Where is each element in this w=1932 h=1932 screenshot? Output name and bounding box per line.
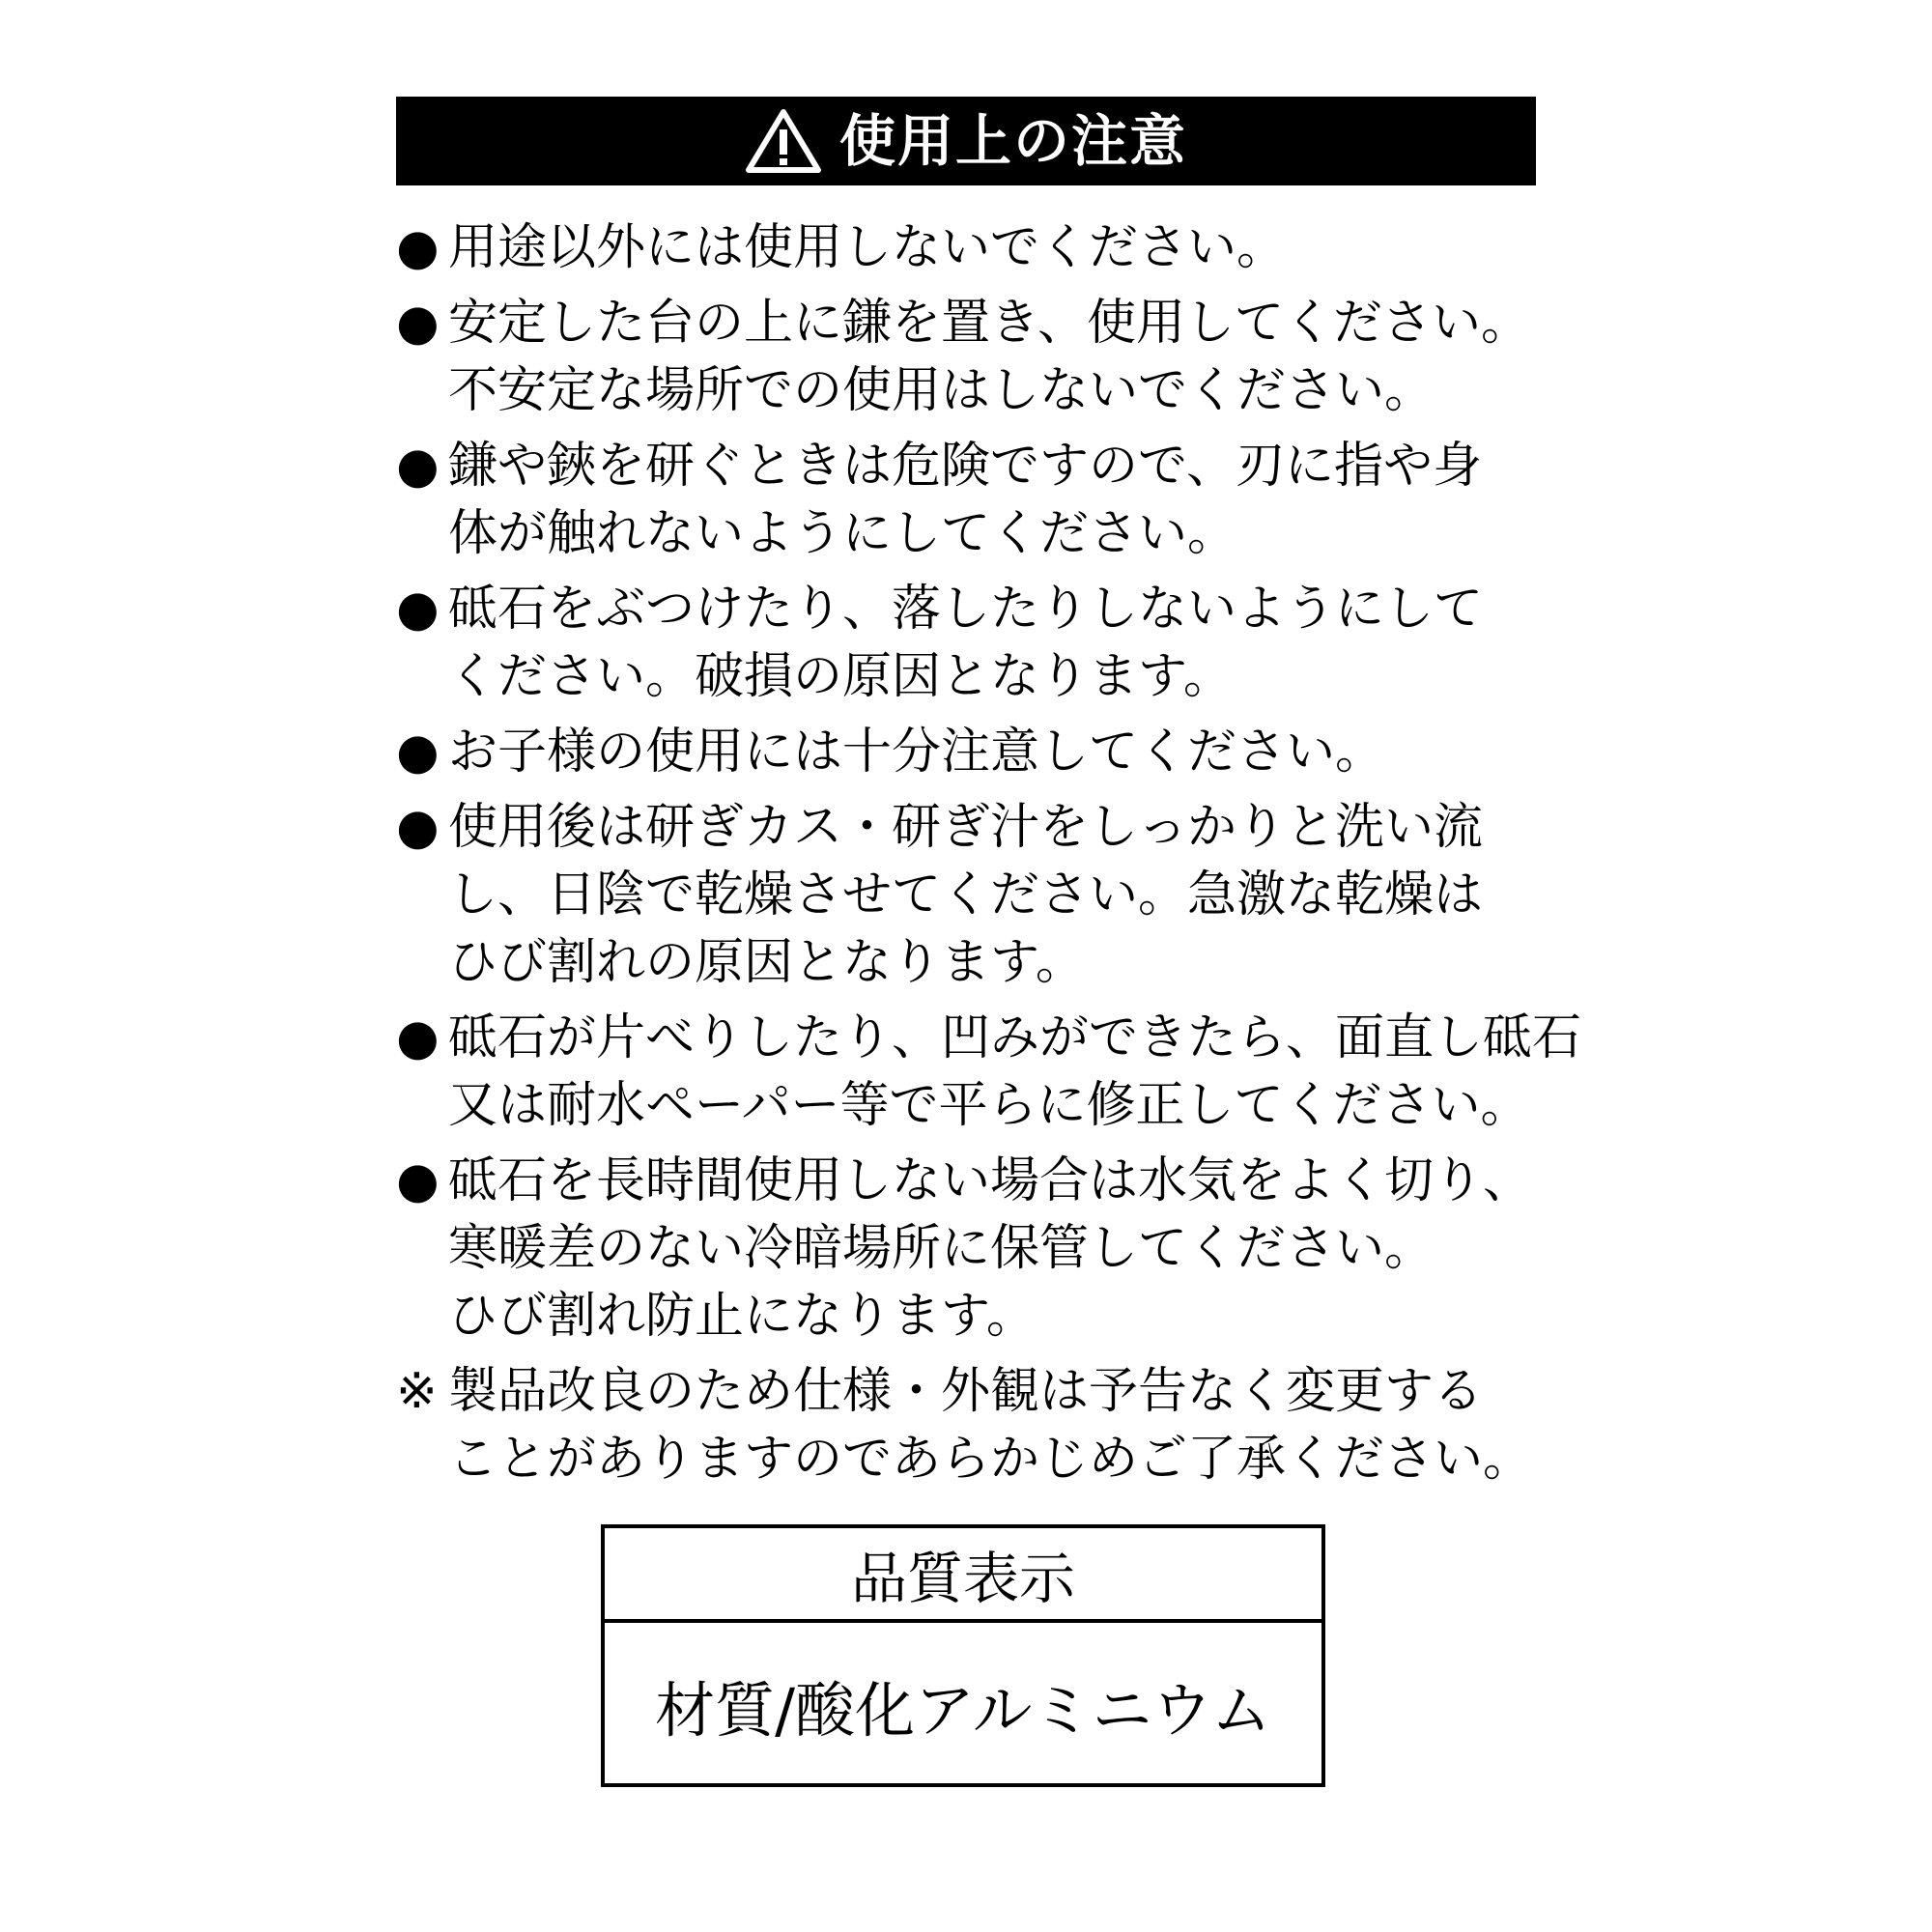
- bullet-marker: ●: [396, 1152, 440, 1209]
- caution-list: [396, 214, 1582, 1501]
- caution-text: ひび割れ防止になります。: [448, 1288, 1036, 1345]
- disclaimer-item: [396, 1358, 1546, 1493]
- caution-item: [396, 290, 1546, 425]
- caution-header: [396, 97, 1536, 185]
- disclaimer-text: ことがありますのであらかじめご了承ください。: [448, 1431, 1533, 1488]
- quality-heading: 品質表示: [605, 1528, 1321, 1623]
- page-title: 使用上の注意: [838, 108, 1187, 174]
- caution-item: [396, 433, 1546, 568]
- bullet-marker: ●: [396, 438, 440, 495]
- caution-item: [396, 576, 1546, 711]
- caution-text: 砥石をぶつけたり、落したりしないようにして: [448, 581, 1484, 638]
- caution-text: 砥石が片べりしたり、凹みができたら、面直し砥石: [448, 1009, 1582, 1066]
- caution-text: お子様の使用には十分注意してください。: [448, 724, 1385, 781]
- caution-item: [396, 1148, 1546, 1350]
- caution-text: し、日陰で乾燥させてください。急激な乾燥は: [448, 867, 1484, 923]
- warning-triangle-icon: [745, 108, 822, 174]
- caution-item: [396, 214, 1546, 282]
- bullet-marker: ●: [396, 1009, 440, 1066]
- bullet-marker: ●: [396, 799, 440, 856]
- bullet-marker: ●: [396, 724, 440, 781]
- caution-item: [396, 1005, 1582, 1140]
- reference-mark: ※: [396, 1363, 438, 1420]
- caution-item: [396, 719, 1546, 786]
- bullet-marker: ●: [396, 581, 440, 638]
- quality-label-box: [601, 1524, 1325, 1787]
- caution-text: ひび割れの原因となります。: [448, 934, 1085, 991]
- caution-text: 安定した台の上に鎌を置き、使用してください。: [448, 295, 1530, 352]
- caution-text: 不安定な場所での使用はしないでください。: [448, 362, 1435, 419]
- caution-text: 鎌や鋏を研ぐときは危険ですので、刃に指や身: [448, 438, 1482, 495]
- caution-text: 用途以外には使用しないでください。: [448, 219, 1287, 276]
- caution-text: 体が触れないようにしてください。: [448, 505, 1237, 562]
- material-text: 材質/酸化アルミニウム: [655, 1674, 1271, 1746]
- caution-item: [396, 794, 1546, 997]
- bullet-marker: ●: [396, 219, 440, 276]
- caution-text: 使用後は研ぎカス・研ぎ汁をしっかりと洗い流: [448, 799, 1484, 856]
- caution-text: 又は耐水ペーパー等で平らに修正してください。: [448, 1077, 1530, 1134]
- caution-text: 寒暖差のない冷暗場所に保管してください。: [448, 1220, 1435, 1277]
- caution-text: ください。破損の原因となります。: [448, 648, 1233, 705]
- bullet-marker: ●: [396, 295, 440, 352]
- caution-text: 砥石を長時間使用しない場合は水気をよく切り、: [448, 1152, 1533, 1209]
- disclaimer-text: 製品改良のため仕様・外観は予告なく変更する: [448, 1363, 1484, 1420]
